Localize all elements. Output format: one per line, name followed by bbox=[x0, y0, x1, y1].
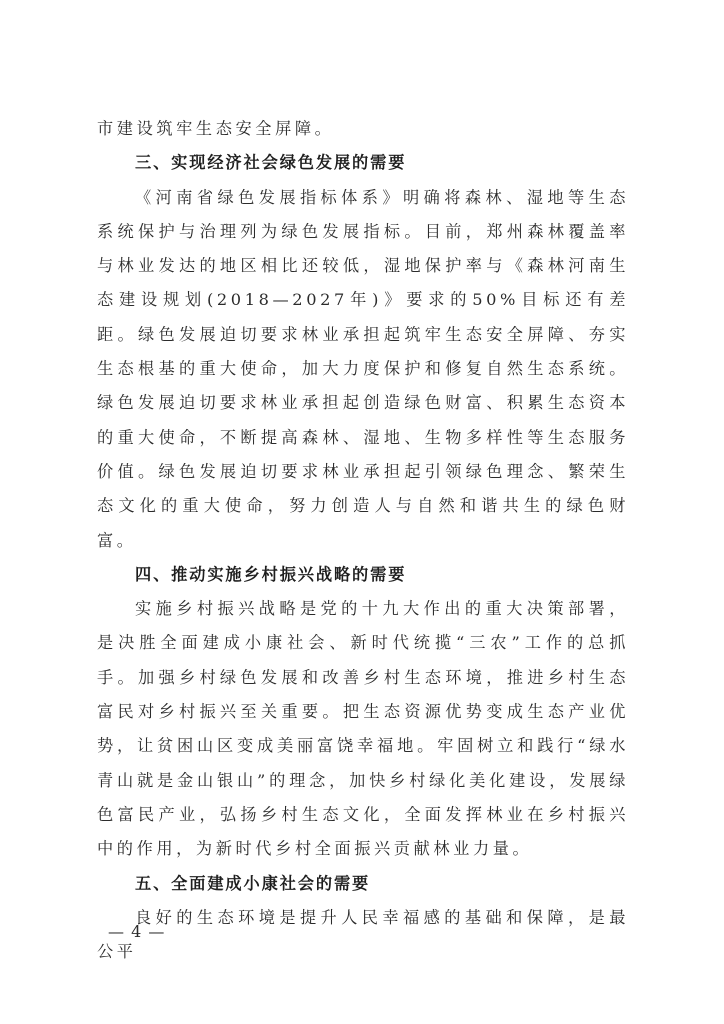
section-heading-4: 四、推动实施乡村振兴战略的需要 bbox=[135, 564, 407, 584]
section-heading-5: 五、全面建成小康社会的需要 bbox=[135, 873, 371, 893]
intro-paragraph: 市建设筑牢生态安全屏障。 bbox=[97, 119, 335, 138]
page-number: — 4 — bbox=[108, 922, 166, 941]
section-body-3: 《河南省绿色发展指标体系》明确将森林、湿地等生态系统保护与治理列为绿色发展指标。目前，郑州森林覆盖率与林业发达的地区相比还较低，湿地保护率与《森林河南生态建设规划(2018—2027年)》要求的50%目标还有差距。绿色发展迫切要求林业承担起筑牢生态安全屏障、夯实生态根基的重大使命，加大力度保护和修复自然生态系统。绿色发展迫切要求林业承担起创造绿色财富、积累生态资本的重大使命，不断提高森林、湿地、生物多样性等生态服务价值。绿色发展迫切要求林业承担起引领绿色理念、繁荣生态文化的重大使命，努力创造人与自然和谐共生的绿色财富。 bbox=[97, 187, 629, 550]
section-body-5: 良好的生态环境是提升人民幸福感的基础和保障，是最公平 bbox=[97, 907, 629, 962]
section-body-4: 实施乡村振兴战略是党的十九大作出的重大决策部署，是决胜全面建成小康社会、新时代统揽“三农”工作的总抓手。加强乡村绿色发展和改善乡村生态环境，推进乡村生态富民对乡村振兴至关重要。把生态资源优势变成生态产业优势，让贫困山区变成美丽富饶幸福地。牢固树立和践行“绿水青山就是金山银山”的理念，加快乡村绿化美化建设，发展绿色富民产业，弘扬乡村生态文化，全面发挥林业在乡村振兴中的作用，为新时代乡村全面振兴贡献林业力量。 bbox=[97, 599, 629, 859]
document-body bbox=[97, 112, 629, 969]
section-heading-3: 三、实现经济社会绿色发展的需要 bbox=[135, 153, 407, 173]
